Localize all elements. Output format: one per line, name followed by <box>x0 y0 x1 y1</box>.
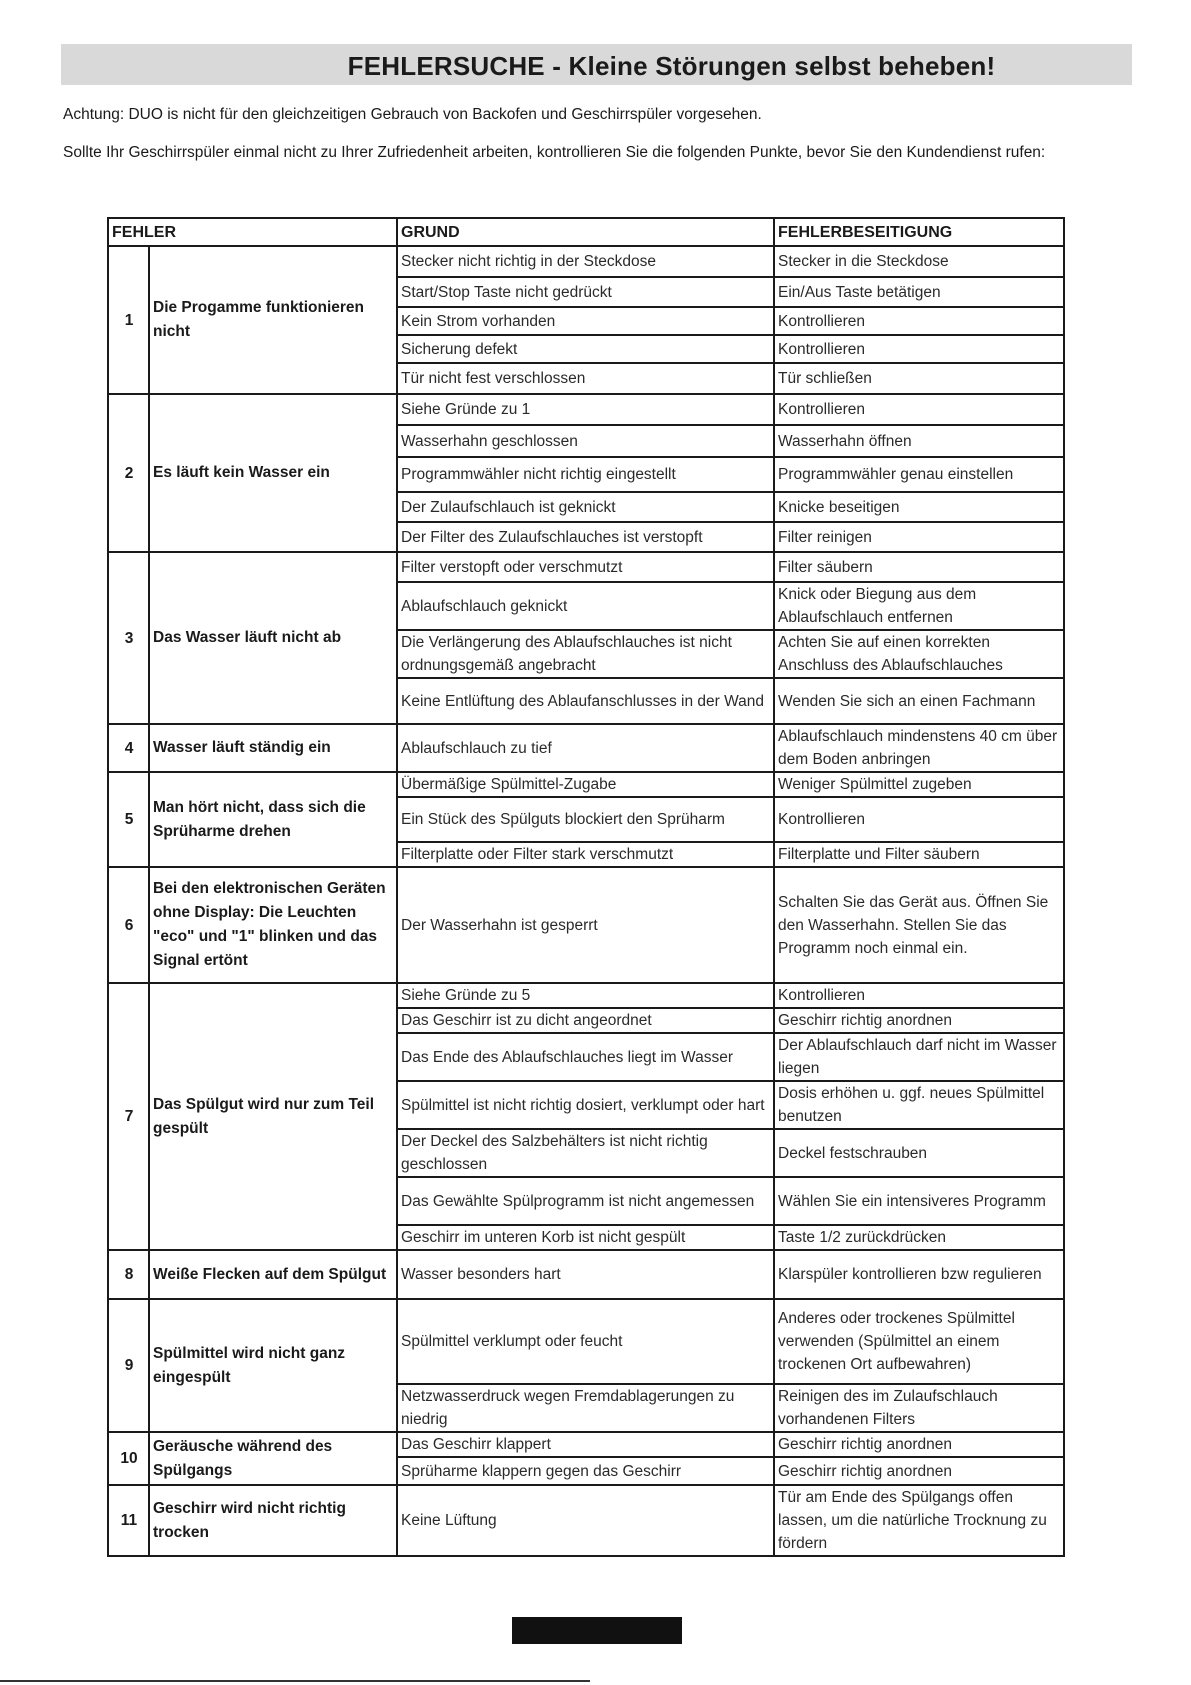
header-fehler: FEHLER <box>108 218 397 246</box>
header-grund: GRUND <box>397 218 774 246</box>
remedy-cell: Geschirr richtig anordnen <box>774 1457 1064 1485</box>
remedy-cell: Anderes oder trockenes Spülmittel verwenden (Spülmittel an einem trockenen Ort aufbewahren) <box>774 1299 1064 1384</box>
error-number: 1 <box>108 246 149 394</box>
cause-cell: Ein Stück des Spülguts blockiert den Sprüharm <box>397 797 774 842</box>
header-fix: FEHLERBESEITIGUNG <box>774 218 1064 246</box>
remedy-cell: Filter säubern <box>774 552 1064 582</box>
error-description: Die Progamme funktionieren nicht <box>149 246 397 394</box>
table-row <box>108 1250 1064 1299</box>
remedy-cell: Knick oder Biegung aus dem Ablaufschlauch entfernen <box>774 582 1064 630</box>
remedy-cell: Schalten Sie das Gerät aus. Öffnen Sie den Wasserhahn. Stellen Sie das Programm noch einmal ein. <box>774 867 1064 983</box>
cause-cell: Programmwähler nicht richtig eingestellt <box>397 457 774 492</box>
error-description: Spülmittel wird nicht ganz eingespült <box>149 1299 397 1432</box>
remedy-cell: Geschirr richtig anordnen <box>774 1432 1064 1457</box>
error-number: 2 <box>108 394 149 552</box>
cause-cell: Der Wasserhahn ist gesperrt <box>397 867 774 983</box>
footer-bar <box>512 1617 682 1644</box>
remedy-cell: Kontrollieren <box>774 983 1064 1008</box>
cause-cell: Spülmittel verklumpt oder feucht <box>397 1299 774 1384</box>
remedy-cell: Kontrollieren <box>774 394 1064 425</box>
error-description: Es läuft kein Wasser ein <box>149 394 397 552</box>
error-number: 9 <box>108 1299 149 1432</box>
page-title: FEHLERSUCHE - Kleine Störungen selbst beheben! <box>347 51 996 81</box>
cause-cell: Start/Stop Taste nicht gedrückt <box>397 277 774 307</box>
cause-cell: Netzwasserdruck wegen Fremdablagerungen zu niedrig <box>397 1384 774 1432</box>
cause-cell: Keine Lüftung <box>397 1485 774 1556</box>
remedy-cell: Reinigen des im Zulaufschlauch vorhandenen Filters <box>774 1384 1064 1432</box>
cause-cell: Siehe Gründe zu 5 <box>397 983 774 1008</box>
cause-cell: Die Verlängerung des Ablaufschlauches ist nicht ordnungsgemäß angebracht <box>397 630 774 678</box>
troubleshooting-table <box>107 217 1065 1557</box>
cause-cell: Das Geschirr ist zu dicht angeordnet <box>397 1008 774 1033</box>
cause-cell: Ablaufschlauch geknickt <box>397 582 774 630</box>
remedy-cell: Ablaufschlauch mindenstens 40 cm über dem Boden anbringen <box>774 724 1064 772</box>
table-row <box>108 394 1064 425</box>
cause-cell: Das Geschirr klappert <box>397 1432 774 1457</box>
remedy-cell: Knicke beseitigen <box>774 492 1064 522</box>
cause-cell: Wasser besonders hart <box>397 1250 774 1299</box>
error-number: 10 <box>108 1432 149 1485</box>
remedy-cell: Weniger Spülmittel zugeben <box>774 772 1064 797</box>
error-description: Wasser läuft ständig ein <box>149 724 397 772</box>
title-bar <box>61 44 1132 85</box>
remedy-cell: Geschirr richtig anordnen <box>774 1008 1064 1033</box>
remedy-cell: Dosis erhöhen u. ggf. neues Spülmittel benutzen <box>774 1081 1064 1129</box>
cause-cell: Wasserhahn geschlossen <box>397 425 774 457</box>
cause-cell: Sprüharme klappern gegen das Geschirr <box>397 1457 774 1485</box>
remedy-cell: Achten Sie auf einen korrekten Anschluss des Ablaufschlauches <box>774 630 1064 678</box>
remedy-cell: Klarspüler kontrollieren bzw regulieren <box>774 1250 1064 1299</box>
error-description: Das Wasser läuft nicht ab <box>149 552 397 724</box>
table-row <box>108 772 1064 797</box>
intro-warning: Achtung: DUO is nicht für den gleichzeitigen Gebrauch von Backofen und Geschirrspüler vorgesehen. <box>63 106 762 123</box>
table-row <box>108 1299 1064 1384</box>
remedy-cell: Ein/Aus Taste betätigen <box>774 277 1064 307</box>
intro-instructions: Sollte Ihr Geschirrspüler einmal nicht zu Ihrer Zufriedenheit arbeiten, kontrollieren Sie die folgenden Punkte, bevor Sie den Kundendienst rufen: <box>63 144 1046 161</box>
cause-cell: Übermäßige Spülmittel-Zugabe <box>397 772 774 797</box>
cause-cell: Tür nicht fest verschlossen <box>397 363 774 394</box>
error-description: Weiße Flecken auf dem Spülgut <box>149 1250 397 1299</box>
table-row <box>108 867 1064 983</box>
remedy-cell: Programmwähler genau einstellen <box>774 457 1064 492</box>
bottom-rule <box>0 1680 590 1682</box>
error-description: Man hört nicht, dass sich die Sprüharme drehen <box>149 772 397 867</box>
remedy-cell: Taste 1/2 zurückdrücken <box>774 1225 1064 1250</box>
error-number: 5 <box>108 772 149 867</box>
cause-cell: Spülmittel ist nicht richtig dosiert, verklumpt oder hart <box>397 1081 774 1129</box>
error-number: 6 <box>108 867 149 983</box>
cause-cell: Filter verstopft oder verschmutzt <box>397 552 774 582</box>
table-row <box>108 246 1064 277</box>
remedy-cell: Wählen Sie ein intensiveres Programm <box>774 1177 1064 1225</box>
error-number: 4 <box>108 724 149 772</box>
remedy-cell: Tür schließen <box>774 363 1064 394</box>
cause-cell: Siehe Gründe zu 1 <box>397 394 774 425</box>
remedy-cell: Filter reinigen <box>774 522 1064 552</box>
table-row <box>108 1485 1064 1556</box>
error-number: 8 <box>108 1250 149 1299</box>
cause-cell: Sicherung defekt <box>397 335 774 363</box>
table-row <box>108 983 1064 1008</box>
cause-cell: Geschirr im unteren Korb ist nicht gespült <box>397 1225 774 1250</box>
cause-cell: Stecker nicht richtig in der Steckdose <box>397 246 774 277</box>
error-number: 3 <box>108 552 149 724</box>
remedy-cell: Wasserhahn öffnen <box>774 425 1064 457</box>
remedy-cell: Kontrollieren <box>774 307 1064 335</box>
table-row <box>108 552 1064 582</box>
error-description: Bei den elektronischen Geräten ohne Display: Die Leuchten "eco" und "1" blinken und das Signal ertönt <box>149 867 397 983</box>
cause-cell: Der Filter des Zulaufschlauches ist verstopft <box>397 522 774 552</box>
cause-cell: Der Deckel des Salzbehälters ist nicht richtig geschlossen <box>397 1129 774 1177</box>
remedy-cell: Filterplatte und Filter säubern <box>774 842 1064 867</box>
remedy-cell: Kontrollieren <box>774 335 1064 363</box>
remedy-cell: Tür am Ende des Spülgangs offen lassen, um die natürliche Trocknung zu fördern <box>774 1485 1064 1556</box>
table-row <box>108 1432 1064 1457</box>
table-body <box>108 246 1064 1556</box>
table-header-row <box>108 218 1064 246</box>
error-description: Geschirr wird nicht richtig trocken <box>149 1485 397 1556</box>
error-number: 7 <box>108 983 149 1250</box>
error-description: Das Spülgut wird nur zum Teil gespült <box>149 983 397 1250</box>
cause-cell: Das Ende des Ablaufschlauches liegt im Wasser <box>397 1033 774 1081</box>
remedy-cell: Kontrollieren <box>774 797 1064 842</box>
error-description: Geräusche während des Spülgangs <box>149 1432 397 1485</box>
remedy-cell: Der Ablaufschlauch darf nicht im Wasser liegen <box>774 1033 1064 1081</box>
cause-cell: Das Gewählte Spülprogramm ist nicht angemessen <box>397 1177 774 1225</box>
cause-cell: Keine Entlüftung des Ablaufanschlusses in der Wand <box>397 678 774 724</box>
cause-cell: Ablaufschlauch zu tief <box>397 724 774 772</box>
cause-cell: Filterplatte oder Filter stark verschmutzt <box>397 842 774 867</box>
error-number: 11 <box>108 1485 149 1556</box>
cause-cell: Der Zulaufschlauch ist geknickt <box>397 492 774 522</box>
remedy-cell: Wenden Sie sich an einen Fachmann <box>774 678 1064 724</box>
remedy-cell: Stecker in die Steckdose <box>774 246 1064 277</box>
cause-cell: Kein Strom vorhanden <box>397 307 774 335</box>
remedy-cell: Deckel festschrauben <box>774 1129 1064 1177</box>
table-row <box>108 724 1064 772</box>
